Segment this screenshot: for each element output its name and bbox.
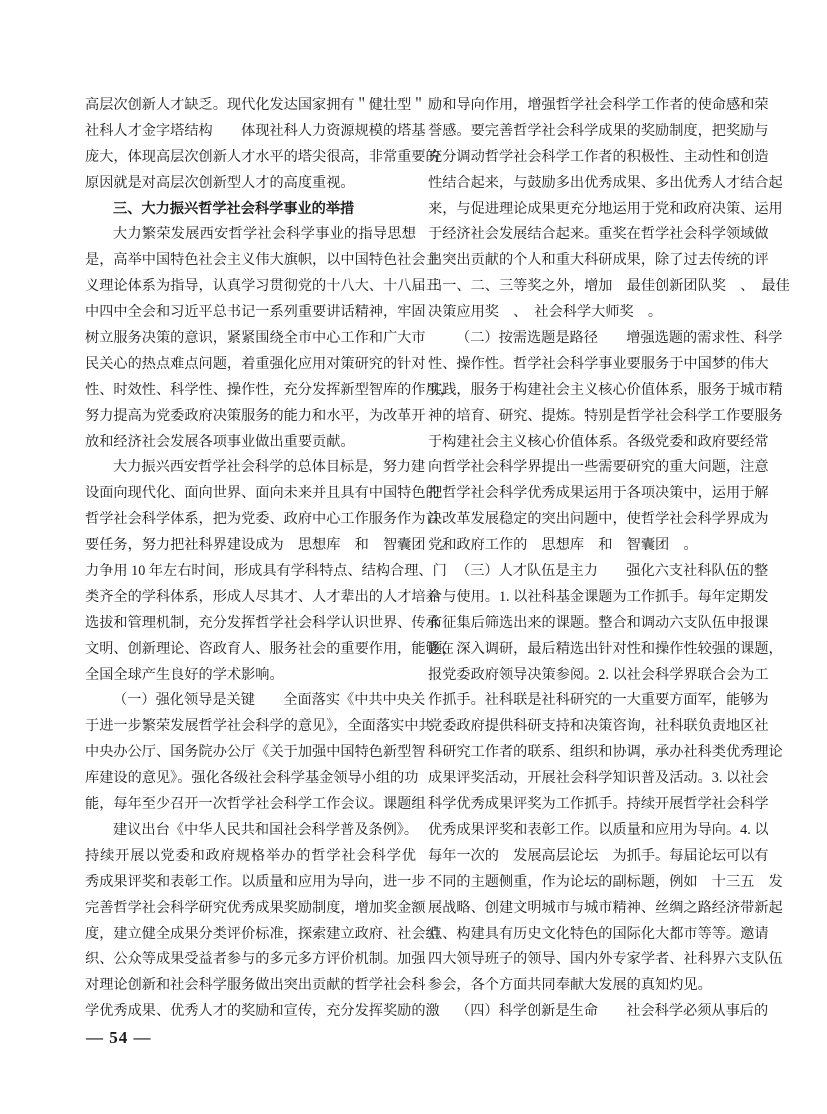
- text-line: 神的培育、研究、提炼。特别是哲学社会科学工作要服务: [428, 407, 783, 424]
- text-line: （一）强化领导是关键 全面落实《中共中央关: [113, 692, 426, 709]
- right-text-column: [428, 93, 790, 1025]
- page-number: — 54 —: [86, 1028, 152, 1047]
- text-line: 全国全球产生良好的学术影响。: [85, 666, 284, 683]
- text-line: 优秀成果评奖和表彰工作。以质量和应用为导向。4. 以: [428, 821, 769, 838]
- text-line: 选拔和管理机制，充分发挥哲学社会科学认识世界、传承: [85, 614, 440, 631]
- text-line: 于构建社会主义核心价值体系。各级党委和政府要经常: [428, 433, 769, 450]
- text-line: 每年一次的 发展高层论坛 为抓手。每届论坛可以有: [428, 847, 769, 864]
- text-line: 努力提高为党委政府决策服务的能力和水平，为改革开: [85, 407, 426, 424]
- text-line: 布征集后筛选出来的课题。整合和调动六支队伍申报课: [428, 614, 769, 631]
- text-line: 库建设的意见》。强化各级社会科学基金领导小组的功: [85, 770, 419, 787]
- text-line: 类齐全的学科体系，形成人尽其才、人才辈出的人才培养: [85, 588, 440, 605]
- text-line: 树立服务决策的意识，紧紧围绕全市中心工作和广大市: [85, 330, 426, 347]
- text-line: 社科人才金字塔结构 体现社科人力资源规模的塔基: [85, 122, 426, 139]
- text-line: 于经济社会发展结合起来。重奖在哲学社会科学领域做: [428, 226, 769, 243]
- text-line: 展战略、创建文明城市与城市精神、丝绸之路经济带新起: [428, 899, 783, 916]
- text-line: 庞大，体现高层次创新人才水平的塔尖很高，非常重要的: [85, 148, 440, 165]
- text-line: 点、构建具有历史文化特色的国际化大都市等等。邀请: [428, 925, 769, 942]
- text-line: 设面向现代化、面向世界、面向未来并且具有中国特色的: [85, 485, 440, 502]
- text-line: 对理论创新和社会科学服务做出突出贡献的哲学社会科: [85, 977, 426, 994]
- text-line: 中央办公厅、国务院办公厅《关于加强中国特色新型智: [85, 744, 426, 761]
- text-line: （四）科学创新是生命 社会科学必须从事后的: [456, 1003, 769, 1020]
- text-line: 来，与促进理论成果更充分地运用于党和政府决策、运用: [428, 200, 783, 217]
- text-line: 性结合起来，与鼓励多出优秀成果、多出优秀人才结合起: [428, 174, 783, 191]
- text-line: （三）人才队伍是主力 强化六支社科队伍的整: [456, 563, 769, 580]
- text-line: 大力繁荣发展西安哲学社会科学事业的指导思想: [113, 226, 416, 243]
- text-line: 向哲学社会科学界提出一些需要研究的重大问题，注意: [428, 459, 769, 476]
- text-line: （二）按需选题是路径 增强选题的需求性、科学: [456, 330, 783, 347]
- text-line: 织、公众等成果受益者参与的多元多方评价机制。加强: [85, 951, 426, 968]
- text-line: 能，每年至少召开一次哲学社会科学工作会议。课题组: [85, 796, 426, 813]
- text-line: 是，高举中国特色社会主义伟大旗帜，以中国特色社会主: [85, 252, 440, 269]
- text-line: 秀成果评奖和表彰工作。以质量和应用为导向，进一步: [85, 873, 426, 890]
- text-line: 持续开展以党委和政府规格举办的哲学社会科学优: [85, 847, 416, 864]
- text-line: 于进一步繁荣发展哲学社会科学的意见》，全面落实中共: [85, 718, 433, 735]
- text-line: 学优秀成果、优秀人才的奖励和宣传，充分发挥奖励的激: [85, 1003, 440, 1020]
- text-line: 原因就是对高层次创新型人才的高度重视。: [85, 174, 355, 191]
- text-line: 合与使用。1. 以社科基金课题为工作抓手。每年定期发: [428, 588, 769, 605]
- text-line: 性、操作性。哲学社会科学事业要服务于中国梦的伟大: [428, 355, 769, 372]
- text-line: 民关心的热点难点问题，着重强化应用对策研究的针对: [85, 355, 426, 372]
- text-line: 中四中全会和习近平总书记一系列重要讲话精神，牢固: [85, 304, 426, 321]
- text-line: 大力振兴西安哲学社会科学的总体目标是，努力建: [113, 459, 426, 476]
- text-line: 实践，服务于构建社会主义核心价值体系，服务于城市精: [428, 381, 783, 398]
- text-line: 力争用 10 年左右时间，形成具有学科特点、结构合理、门: [85, 563, 447, 580]
- text-line: 完善哲学社会科学研究优秀成果奖励制度，增加奖金额: [85, 899, 426, 916]
- text-line: 高层次创新人才缺乏。现代化发达国家拥有＂健壮型＂: [85, 97, 426, 113]
- text-line: 科学优秀成果评奖为工作抓手。持续开展哲学社会科学: [428, 796, 769, 813]
- text-line: 性、时效性、科学性、操作性，充分发挥新型智库的作用，: [85, 381, 454, 398]
- text-line: 出一、二、三等奖之外，增加 最佳创新团队奖 、 最佳: [428, 278, 790, 295]
- text-line: 要任务，努力把社科界建设成为 思想库 和 智囊团 。: [85, 537, 454, 554]
- section-heading: 三、大力振兴哲学社会科学事业的举措: [113, 200, 355, 217]
- text-line: 出突出贡献的个人和重大科研成果，除了过去传统的评: [428, 252, 769, 269]
- text-line: 题，深入调研，最后精选出针对性和操作性较强的课题，: [428, 640, 783, 657]
- left-text-column: [85, 93, 454, 1025]
- text-line: 哲学社会科学体系，把为党委、政府中心工作服务作为首: [85, 511, 440, 528]
- text-line: 放和经济社会发展各项事业做出重要贡献。: [85, 433, 355, 450]
- text-line: 把哲学社会科学优秀成果运用于各项决策中，运用于解: [428, 485, 769, 502]
- text-line: 誉感。要完善哲学社会科学成果的奖励制度，把奖励与: [428, 122, 769, 139]
- text-line: 决改革发展稳定的突出问题中，使哲学社会科学界成为: [428, 511, 769, 528]
- text-line: 建议出台《中华人民共和国社会科学普及条例》。: [113, 821, 419, 838]
- text-line: 作抓手。社科联是社科研究的一大重要方面军，能够为: [428, 692, 769, 709]
- text-line: 励和导向作用，增强哲学社会科学工作者的使命感和荣: [428, 97, 769, 113]
- text-line: 度，建立健全成果分类评价标准，探索建立政府、社会组: [85, 925, 440, 942]
- text-line: 参会，各个方面共同奉献大发展的真知灼见。: [428, 977, 712, 994]
- text-line: 四大领导班子的领导、国内外专家学者、社科界六支队伍: [428, 951, 783, 968]
- text-line: 报党委政府领导决策参阅。2. 以社会科学界联合会为工: [428, 666, 769, 683]
- text-line: 决策应用奖 、 社会科学大师奖 。: [428, 304, 663, 321]
- text-line: 不同的主题侧重，作为论坛的副标题，例如 十三五 发: [428, 873, 783, 890]
- text-line: 成果评奖活动，开展社会科学知识普及活动。3. 以社会: [428, 770, 769, 787]
- text-line: 充分调动哲学社会科学工作者的积极性、主动性和创造: [428, 148, 769, 165]
- text-line: 党和政府工作的 思想库 和 智囊团 。: [428, 537, 698, 554]
- text-line: 科研究工作者的联系、组织和协调，承办社科类优秀理论: [428, 744, 783, 761]
- text-line: 义理论体系为指导，认真学习贯彻党的十八大、十八届三: [85, 278, 440, 295]
- text-line: 党委政府提供科研支持和决策咨询，社科联负责地区社: [428, 718, 769, 735]
- text-line: 文明、创新理论、咨政育人、服务社会的重要作用，能够在: [85, 640, 454, 657]
